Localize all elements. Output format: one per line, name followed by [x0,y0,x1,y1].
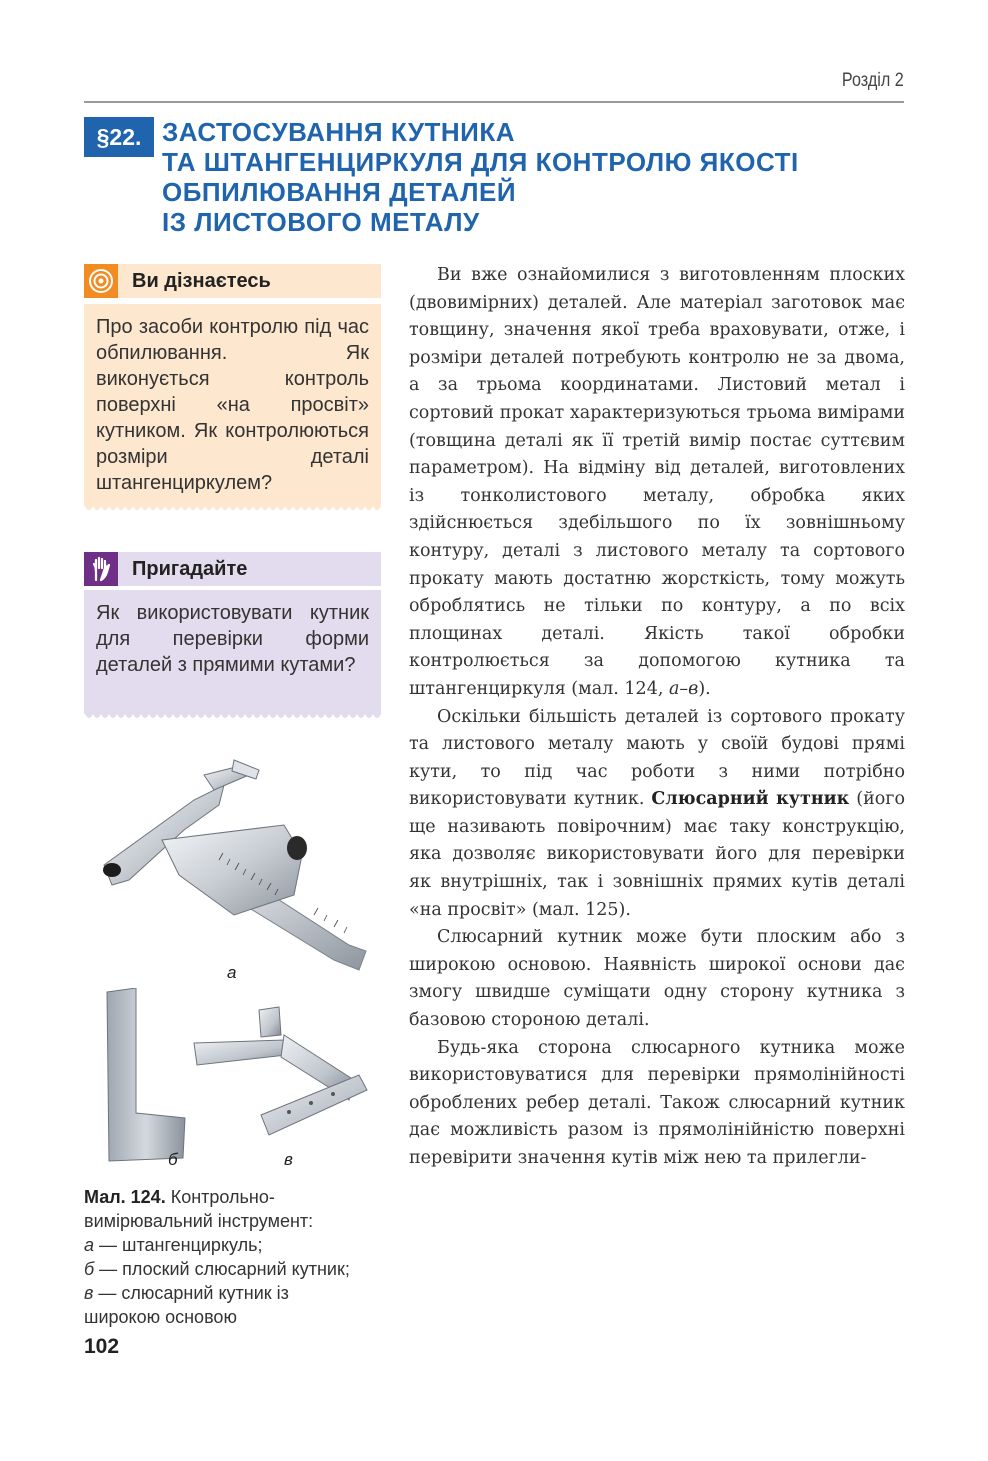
body-text [409,262,905,1173]
recall-box-scallop [84,712,381,722]
learn-box-header [84,264,381,298]
caption-item-a: — штангенциркуль; [94,1235,263,1255]
p1-end: ). [698,678,711,699]
learn-box-body [84,304,381,504]
wide-base-square-illustration [189,1005,379,1145]
recall-box-body [84,590,381,712]
p1-figure-ref: а–в [668,678,699,699]
figure-letter-v: в [284,1150,293,1169]
body-paragraph: Слюсарний кутник може бути плоским або з широкою основою. Наявність широкої основи дає змогу швидше суміщати одну сторону кутника з базовою стороною деталі. [409,927,905,1031]
figure-letter-b: б [168,1150,178,1169]
caption-text [84,1185,364,1329]
learn-box-text: Про засоби контролю під час обпилювання. Як виконується контроль поверхні «на просвіт» кутником. Як контролюються розміри деталі штангенциркулем? [96,316,369,494]
caption-number: Мал. 124. [84,1187,166,1207]
header-rule [84,101,904,103]
figure-letter-a: а [227,963,237,982]
title-line: ІЗ ЛИСТОВОГО МЕТАЛУ [162,207,480,237]
learn-box-scallop [84,504,381,514]
caption-letter-v: в [84,1283,94,1303]
caption-title: Контрольно-вимірювальний інструмент: [84,1187,314,1231]
recall-box-header [84,552,381,586]
caption-item-b: — плоский слюсарний кутник; [94,1259,350,1279]
flat-square-illustration [99,988,189,1163]
caption-letter-a: а [84,1235,95,1255]
target-icon [84,264,118,298]
recall-box-text: Як використовувати кутник для перевірки форми деталей з прямими кутами? [96,602,369,676]
hand-icon [84,552,118,586]
caliper-illustration [84,745,381,975]
body-paragraph [409,262,905,704]
caption-letter-b: б [84,1259,95,1279]
paragraph-title [162,117,862,237]
p2-text: Оскільки більшість деталей із сортового прокату та листового металу мають у своїй будові прямі кути, то під час роботи з ними потрібно використовувати кутник. [409,706,905,810]
p2-term: Слюсарний кутник [651,789,850,810]
section-label: Розділ 2 [842,70,904,91]
page-number: 102 [84,1335,120,1358]
body-paragraph: Будь-яка сторона слюсарного кутника може використовуватися для перевірки прямолінійності оброблених ребер деталі. Також слюсарний кутник дає можливість разом із прямолінійністю поверхні перевірити значення кутів між нею та прилегли- [409,1037,905,1168]
title-line: ОБПИЛЮВАННЯ ДЕТАЛЕЙ [162,177,517,207]
p2-end: (його ще називають повірочним) має таку конструкцію, яка дозволяє використовувати його для перевірки як внутрішніх, так і зовнішніх прямих кутів деталі «на просвіт» (мал. 125). [409,789,905,920]
caption-item-v: — слюсарний кутник із широкою основою [84,1283,289,1327]
learn-box-label: Ви дізнаєтесь [132,269,271,292]
title-line: ЗАСТОСУВАННЯ КУТНИКА [162,117,516,147]
figure-124 [84,745,381,1175]
recall-box-label: Пригадайте [132,557,248,580]
body-paragraph [409,704,905,925]
p1-text: Ви вже ознайомилися з виготовленням плоских (двовимірних) деталей. Але матеріал заготовок має товщину, значення якої треба враховувати, отже, і розміри деталей потребують контролю не за двома, а за трьома координатами. Листовий метал і сортовий прокат характеризуються трьома вимірами (товщина деталі як її третій вимір постає суттєвим параметром). На відміну від деталей, виготовлених із тонколистового металу, обробка яких здійснюється здебільшого по їх зовнішньому контуру, деталі з листового металу та сортового прокату мають достатню жорсткість, тому можуть оброблятись не тільки по контуру, а по всіх площинах деталі. Якість такої обробки контролюється за допомогою кутника та штангенциркуля (мал. 124, [409,265,905,699]
paragraph-badge: §22. [84,117,154,157]
figure-caption [84,1185,364,1329]
title-line: ТА ШТАНГЕНЦИРКУЛЯ ДЛЯ КОНТРОЛЮ ЯКОСТІ [162,147,799,177]
